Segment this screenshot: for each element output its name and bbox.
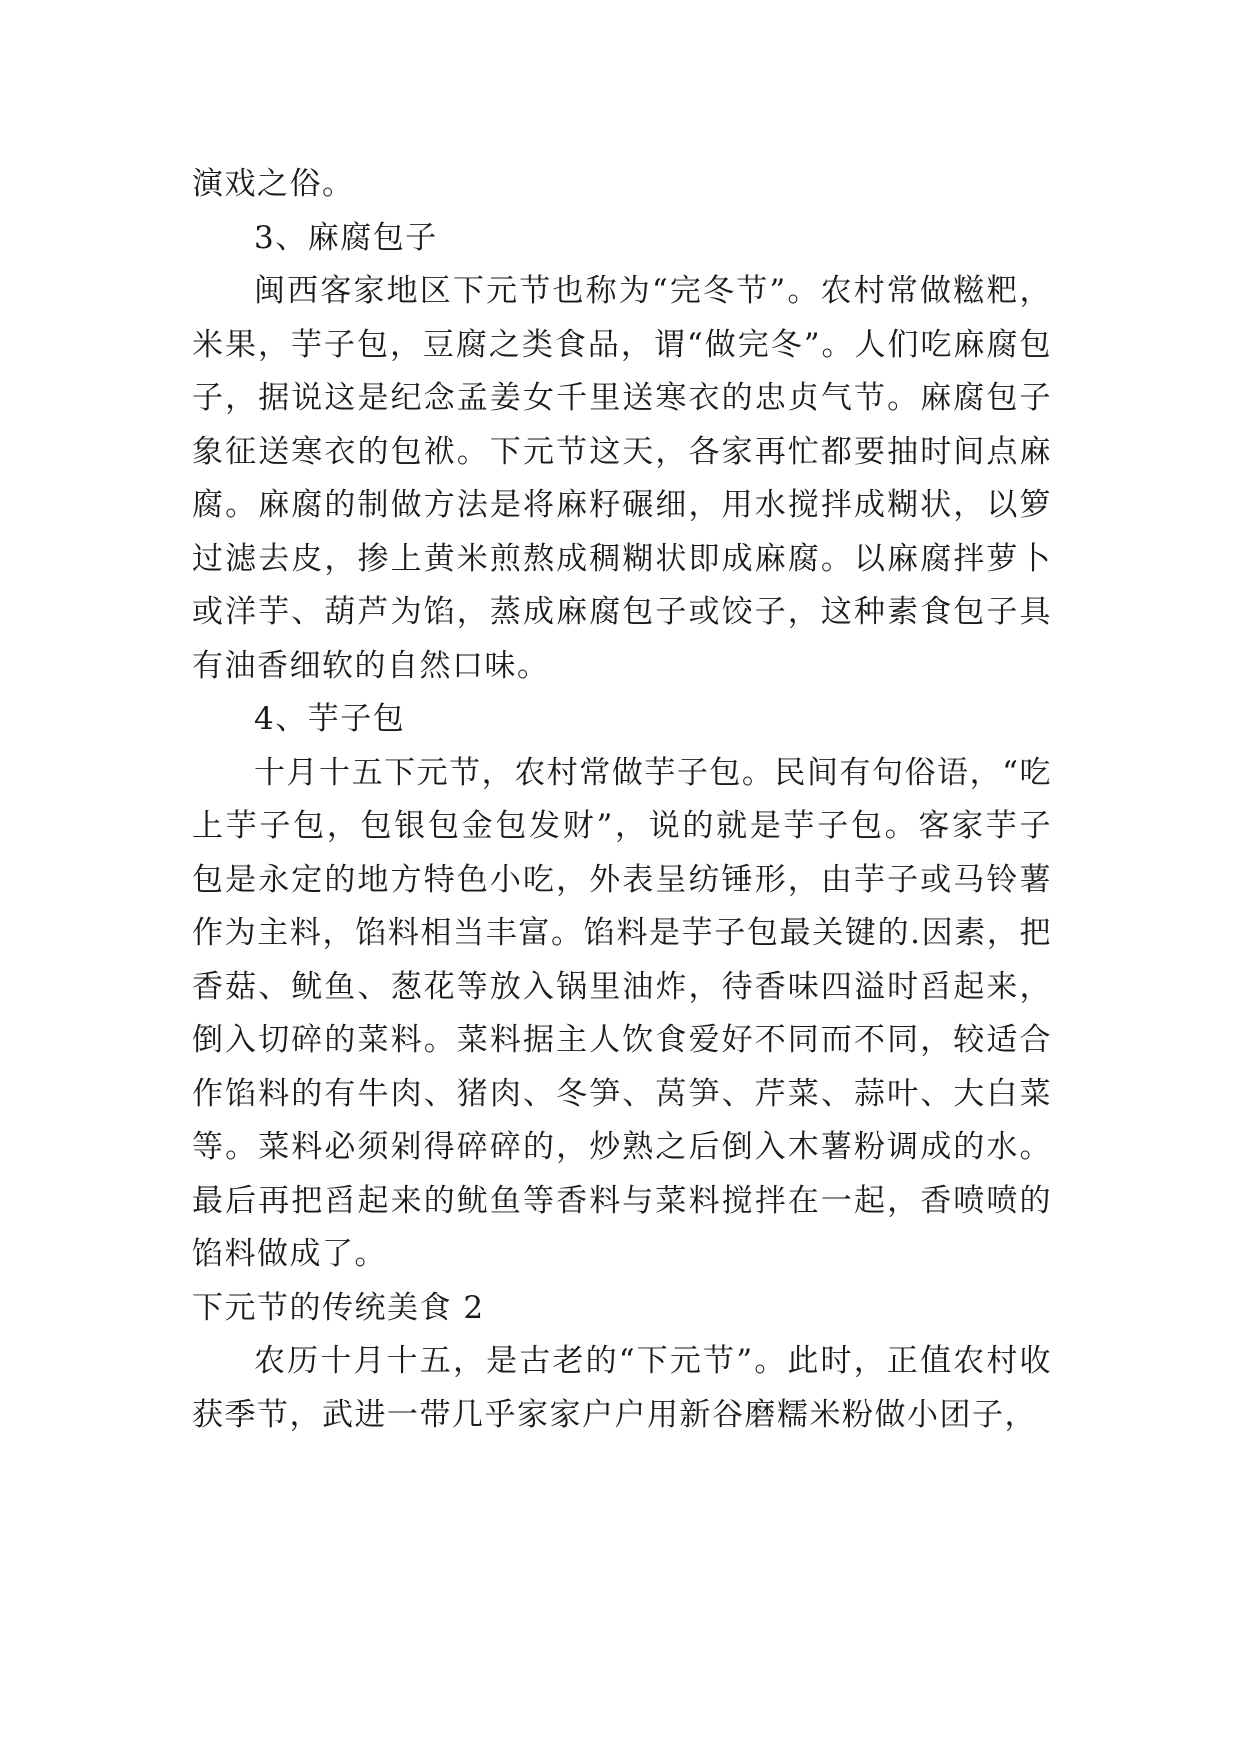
- paragraph-intro: 农历十月十五，是古老的“下元节”。此时，正值农村收获季节，武进一带几乎家家户户用新谷磨糯米粉做小团子，: [192, 1343, 1052, 1433]
- paragraph-yuzi-bao: 十月十五下元节，农村常做芋子包。民间有句俗语，“吃上芋子包，包银包金包发财”，说的就是芋子包。客家芋子包是永定的地方特色小吃，外表呈纺锤形，由芋子或马铃薯作为主料，馅料相当丰富。馅料是芋子包最关键的.因素，把香菇、鱿鱼、葱花等放入锅里油炸，待香味四溢时舀起来，倒入切碎的菜料。菜料据主人饮食爱好不同而不同，较适合作馅料的有牛肉、猪肉、冬笋、莴笋、芹菜、蒜叶、大白菜等。菜料必须剁得碎碎的，炒熟之后倒入木薯粉调成的水。最后再把舀起来的鱿鱼等香料与菜料搅拌在一起，香喷喷的馅料做成了。: [192, 754, 1052, 1272]
- paragraph-mafu-baozi: 闽西客家地区下元节也称为“完冬节”。农村常做糍粑，米果，芋子包，豆腐之类食品，谓“做完冬”。人们吃麻腐包子，据说这是纪念孟姜女千里送寒衣的忠贞气节。麻腐包子象征送寒衣的包袱。下元节这天，各家再忙都要抽时间点麻腐。麻腐的制做方法是将麻籽碾细，用水搅拌成糊状，以箩过滤去皮，掺上黄米煎熬成稠糊状即成麻腐。以麻腐拌萝卜或洋芋、葫芦为馅，蒸成麻腐包子或饺子，这种素食包子具有油香细软的自然口味。: [192, 273, 1052, 684]
- section-heading-yuzi-bao: 4、芋子包: [254, 701, 406, 737]
- paragraph-continuation: 演戏之俗。: [192, 166, 355, 202]
- document-page: [192, 158, 1052, 1442]
- article-title: 下元节的传统美食 2: [192, 1289, 485, 1326]
- section-heading-mafu-baozi: 3、麻腐包子: [254, 219, 438, 256]
